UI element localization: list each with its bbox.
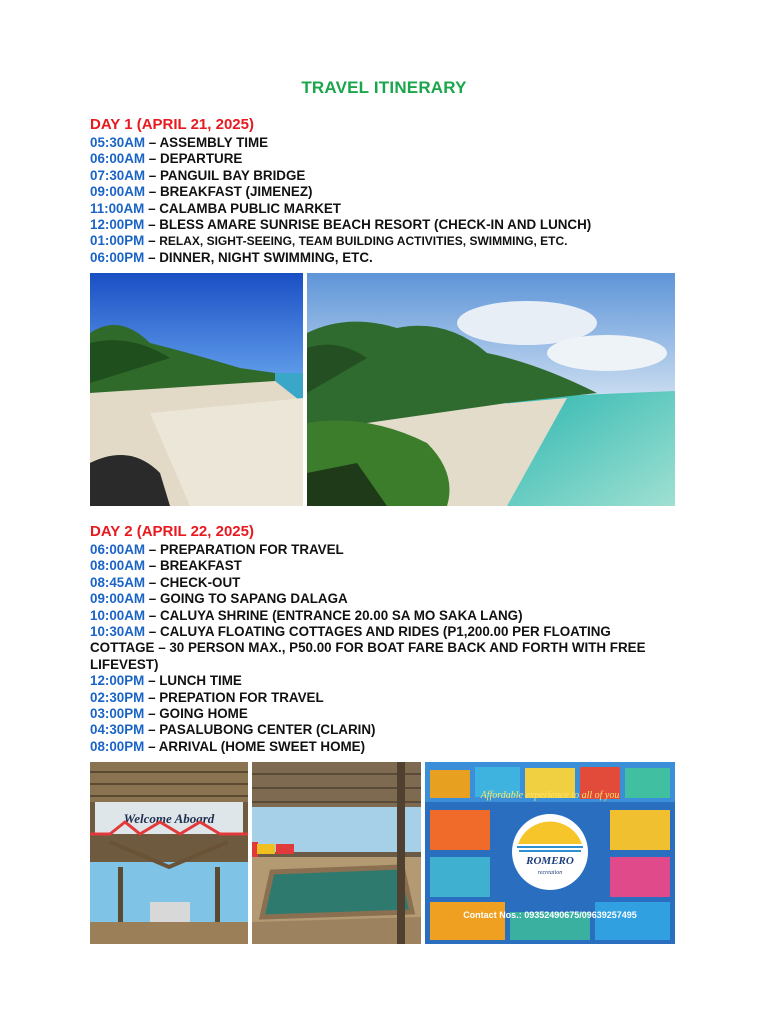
page-title: TRAVEL ITINERARY: [301, 78, 467, 97]
schedule-item: 09:00AM – GOING TO SAPANG DALAGA: [90, 591, 348, 607]
schedule-time: 12:00PM: [90, 673, 145, 689]
schedule-time: 04:30PM: [90, 722, 145, 738]
schedule-activity: RELAX, SIGHT-SEEING, TEAM BUILDING ACTIVITIES, SWIMMING, ETC.: [159, 234, 568, 249]
schedule-activity: PANGUIL BAY BRIDGE: [159, 167, 306, 183]
promo-contact: Contact Nos.: 09352490675/09639257495: [463, 910, 637, 920]
schedule-item: 11:00AM – CALAMBA PUBLIC MARKET: [90, 200, 341, 216]
floating-cottage-photo: [252, 762, 421, 944]
schedule-activity: BREAKFAST (JIMENEZ): [159, 184, 313, 200]
promo-tagline: Affordable experience to all of you: [480, 790, 620, 801]
day2-schedule: [90, 542, 670, 755]
promo-brand-sub: recreation: [537, 870, 563, 876]
schedule-item: 08:00PM – ARRIVAL (HOME SWEET HOME): [90, 738, 366, 754]
romero-promo-image: [425, 762, 675, 944]
schedule-activity: CHECK-OUT: [159, 574, 241, 590]
schedule-activity: ASSEMBLY TIME: [159, 135, 269, 150]
schedule-item: 08:00AM – BREAKFAST: [90, 558, 242, 574]
schedule-activity: PASALUBONG CENTER (CLARIN): [159, 722, 376, 738]
schedule-time: 08:45AM: [90, 574, 146, 590]
schedule-item: 06:00AM – DEPARTURE: [90, 151, 243, 167]
schedule-time: 08:00AM: [90, 558, 146, 574]
schedule-activity: GOING HOME: [159, 706, 248, 722]
cottage-photo-welcome: [90, 762, 248, 944]
welcome-sign-text: Welcome Aboard: [123, 811, 215, 826]
schedule-item: 06:00AM – PREPARATION FOR TRAVEL: [90, 542, 344, 557]
schedule-activity: DEPARTURE: [159, 151, 243, 167]
schedule-activity: PREPATION FOR TRAVEL: [159, 689, 324, 705]
schedule-activity: DINNER, NIGHT SWIMMING, ETC.: [159, 249, 373, 265]
schedule-time: 01:00PM: [90, 233, 145, 249]
schedule-time: 09:00AM: [90, 184, 146, 200]
schedule-item: 04:30PM – PASALUBONG CENTER (CLARIN): [90, 722, 376, 738]
schedule-activity: ARRIVAL (HOME SWEET HOME): [158, 738, 366, 754]
beach-photo-1: [90, 273, 303, 506]
schedule-item: 10:30AM – CALUYA FLOATING COTTAGES AND RIDES (P1,200.00 PER FLOATING COTTAGE – 30 PERSON MAX., P50.00 FOR BOAT FARE BACK AND FORTH WITH FREE LIFEVEST): [90, 624, 646, 672]
schedule-item: 01:00PM – RELAX, SIGHT-SEEING, TEAM BUILDING ACTIVITIES, SWIMMING, ETC.: [90, 233, 568, 249]
schedule-item: 03:00PM – GOING HOME: [90, 706, 248, 722]
schedule-time: 06:00AM: [90, 542, 146, 557]
schedule-time: 02:30PM: [90, 689, 145, 705]
beach-photo-1-image: [90, 273, 303, 506]
schedule-item: 02:30PM – PREPATION FOR TRAVEL: [90, 689, 324, 705]
schedule-activity: BREAKFAST: [159, 558, 242, 574]
schedule-item: 07:30AM – PANGUIL BAY BRIDGE: [90, 167, 306, 183]
schedule-time: 10:00AM: [90, 607, 146, 623]
schedule-item: 08:45AM – CHECK-OUT: [90, 574, 241, 590]
schedule-activity: CALAMBA PUBLIC MARKET: [159, 200, 341, 216]
schedule-time: 08:00PM: [90, 738, 145, 754]
beach-photo-2-image: [307, 273, 675, 506]
schedule-time: 06:00PM: [90, 249, 145, 265]
schedule-item: 06:00PM – DINNER, NIGHT SWIMMING, ETC.: [90, 249, 373, 265]
romero-promo-poster: [425, 762, 675, 944]
schedule-activity: PREPARATION FOR TRAVEL: [159, 542, 344, 557]
day2-heading: DAY 2 (APRIL 22, 2025): [90, 523, 254, 540]
schedule-time: 12:00PM: [90, 217, 145, 233]
schedule-item: 05:30AM – ASSEMBLY TIME: [90, 135, 269, 150]
floating-cottage-photo-image: [252, 762, 421, 944]
schedule-time: 07:30AM: [90, 167, 146, 183]
schedule-activity: CALUYA FLOATING COTTAGES AND RIDES (P1,200.00 PER FLOATING COTTAGE – 30 PERSON MAX., P50.00 FOR BOAT FARE BACK AND FORTH WITH FREE LIFEVEST): [90, 624, 646, 672]
schedule-time: 10:30AM: [90, 624, 146, 640]
schedule-activity: GOING TO SAPANG DALAGA: [159, 591, 348, 607]
schedule-item: 09:00AM – BREAKFAST (JIMENEZ): [90, 184, 313, 200]
schedule-item: 10:00AM – CALUYA SHRINE (ENTRANCE 20.00 SA MO SAKA LANG): [90, 607, 523, 623]
schedule-activity: BLESS AMARE SUNRISE BEACH RESORT (CHECK-IN AND LUNCH): [159, 217, 592, 233]
schedule-time: 05:30AM: [90, 135, 146, 150]
day1-schedule: [90, 135, 690, 266]
schedule-time: 03:00PM: [90, 706, 145, 722]
schedule-time: 09:00AM: [90, 591, 146, 607]
schedule-item: 12:00PM – LUNCH TIME: [90, 673, 242, 689]
schedule-item: 12:00PM – BLESS AMARE SUNRISE BEACH RESORT (CHECK-IN AND LUNCH): [90, 217, 592, 233]
schedule-time: 11:00AM: [90, 200, 145, 216]
schedule-activity: CALUYA SHRINE (ENTRANCE 20.00 SA MO SAKA LANG): [159, 607, 523, 623]
cottage-photo-welcome-image: [90, 762, 248, 944]
promo-brand: ROMERO: [526, 855, 574, 867]
beach-photo-2: [307, 273, 675, 506]
day1-heading: DAY 1 (APRIL 21, 2025): [90, 116, 254, 133]
schedule-activity: LUNCH TIME: [159, 673, 242, 689]
schedule-time: 06:00AM: [90, 151, 146, 167]
